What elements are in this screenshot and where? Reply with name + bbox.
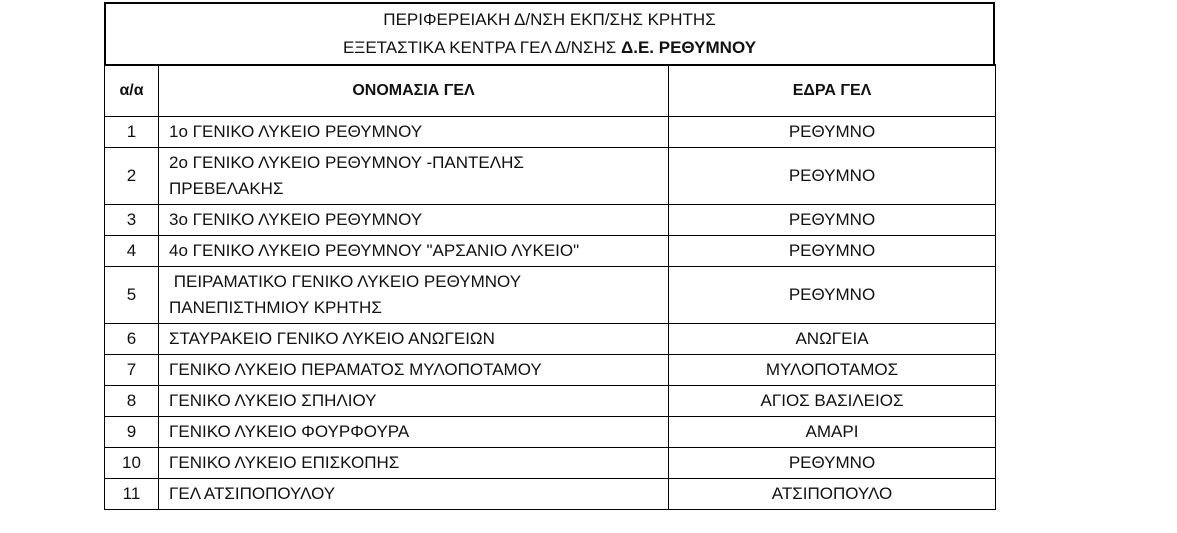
row-index: 7 (105, 354, 159, 385)
table-row (105, 447, 996, 478)
school-name-line-1: 4ο ΓΕΝΙΚΟ ΛΥΚΕΙΟ ΡΕΘΥΜΝΟΥ "ΑΡΣΑΝΙΟ ΛΥΚΕΙΟ" (169, 240, 580, 260)
row-index: 2 (105, 147, 159, 204)
school-name (159, 323, 669, 354)
school-name (159, 147, 669, 204)
table-header-row (105, 65, 996, 116)
table-row (105, 323, 996, 354)
school-name-line-1: ΓΕΝΙΚΟ ΛΥΚΕΙΟ ΕΠΙΣΚΟΠΗΣ (169, 452, 400, 472)
column-header-name: ΟΝΟΜΑΣΙΑ ΓΕΛ (159, 65, 669, 116)
row-index: 3 (105, 204, 159, 235)
exam-centers-document (104, 2, 995, 510)
table-row (105, 385, 996, 416)
school-seat: ΡΕΘΥΜΝΟ (669, 447, 996, 478)
school-seat: ΡΕΘΥΜΝΟ (669, 266, 996, 323)
school-name-line-1: ΓΕΛ ΑΤΣΙΠΟΠΟΥΛΟΥ (169, 483, 336, 503)
table-row (105, 354, 996, 385)
exam-centers-table (104, 64, 996, 510)
school-name (159, 447, 669, 478)
school-seat: ΑΝΩΓΕΙΑ (669, 323, 996, 354)
school-seat: ΡΕΘΥΜΝΟ (669, 235, 996, 266)
title-line-2-bold: Δ.Ε. ΡΕΘΥΜΝΟΥ (621, 38, 757, 57)
table-row (105, 478, 996, 509)
school-name (159, 235, 669, 266)
table-row (105, 147, 996, 204)
table-row (105, 204, 996, 235)
row-index: 4 (105, 235, 159, 266)
column-header-seat: ΕΔΡΑ ΓΕΛ (669, 65, 996, 116)
school-name-line-2: ΠΑΝΕΠΙΣΤΗΜΙΟΥ ΚΡΗΤΗΣ (169, 297, 382, 317)
school-name (159, 354, 669, 385)
school-name-line-1: ΠΕΙΡΑΜΑΤΙΚΟ ΓΕΝΙΚΟ ΛΥΚΕΙΟ ΡΕΘΥΜΝΟΥ (169, 271, 522, 291)
row-index: 11 (105, 478, 159, 509)
school-name-line-1: ΓΕΝΙΚΟ ΛΥΚΕΙΟ ΠΕΡΑΜΑΤΟΣ ΜΥΛΟΠΟΤΑΜΟΥ (169, 359, 542, 379)
row-index: 8 (105, 385, 159, 416)
school-seat: ΡΕΘΥΜΝΟ (669, 116, 996, 147)
school-name (159, 478, 669, 509)
row-index: 10 (105, 447, 159, 478)
school-seat: ΜΥΛΟΠΟΤΑΜΟΣ (669, 354, 996, 385)
table-row (105, 266, 996, 323)
school-name (159, 385, 669, 416)
school-name-line-1: ΓΕΝΙΚΟ ΛΥΚΕΙΟ ΦΟΥΡΦΟΥΡΑ (169, 421, 410, 441)
school-name (159, 416, 669, 447)
row-index: 5 (105, 266, 159, 323)
table-row (105, 116, 996, 147)
school-seat: ΑΓΙΟΣ ΒΑΣΙΛΕΙΟΣ (669, 385, 996, 416)
school-name (159, 204, 669, 235)
school-name-line-1: ΓΕΝΙΚΟ ΛΥΚΕΙΟ ΣΠΗΛΙΟΥ (169, 390, 377, 410)
school-name-line-1: 3ο ΓΕΝΙΚΟ ΛΥΚΕΙΟ ΡΕΘΥΜΝΟΥ (169, 209, 423, 229)
school-seat: ΑΜΑΡΙ (669, 416, 996, 447)
school-seat: ΡΕΘΥΜΝΟ (669, 204, 996, 235)
row-index: 6 (105, 323, 159, 354)
school-name-line-1: ΣΤΑΥΡΑΚΕΙΟ ΓΕΝΙΚΟ ΛΥΚΕΙΟ ΑΝΩΓΕΙΩΝ (169, 328, 495, 348)
school-seat: ΡΕΘΥΜΝΟ (669, 147, 996, 204)
column-header-index: α/α (105, 65, 159, 116)
row-index: 1 (105, 116, 159, 147)
school-name-line-1: 1ο ΓΕΝΙΚΟ ΛΥΚΕΙΟ ΡΕΘΥΜΝΟΥ (169, 121, 423, 141)
school-seat: ΑΤΣΙΠΟΠΟΥΛΟ (669, 478, 996, 509)
school-name (159, 266, 669, 323)
school-name-line-1: 2ο ΓΕΝΙΚΟ ΛΥΚΕΙΟ ΡΕΘΥΜΝΟΥ -ΠΑΝΤΕΛΗΣ (169, 152, 524, 172)
table-row (105, 416, 996, 447)
title-line-2 (343, 34, 756, 62)
row-index: 9 (105, 416, 159, 447)
document-title (104, 2, 995, 64)
title-line-2-prefix: ΕΞΕΤΑΣΤΙΚΑ ΚΕΝΤΡΑ ΓΕΛ Δ/ΝΣΗΣ (342, 38, 622, 57)
school-name (159, 116, 669, 147)
table-row (105, 235, 996, 266)
title-line-1: ΠΕΡΙΦΕΡΕΙΑΚΗ Δ/ΝΣΗ ΕΚΠ/ΣΗΣ ΚΡΗΤΗΣ (383, 10, 716, 29)
school-name-line-2: ΠΡΕΒΕΛΑΚΗΣ (169, 178, 284, 198)
